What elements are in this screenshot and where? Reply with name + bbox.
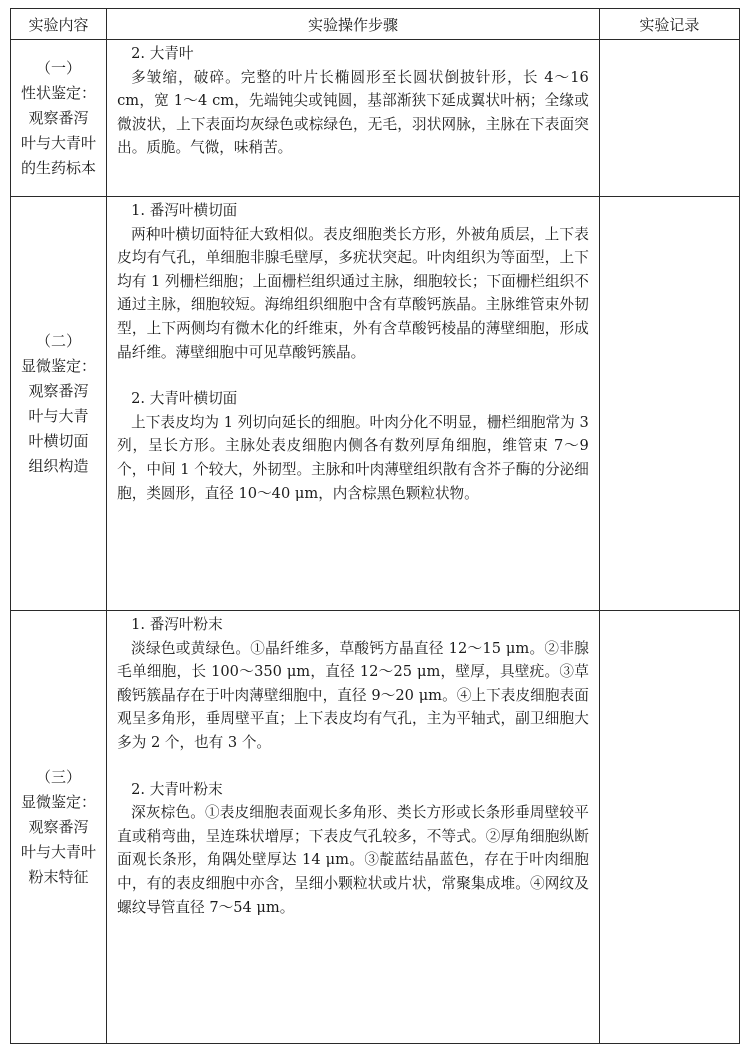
row-label-line: （一） xyxy=(36,58,82,77)
row-steps xyxy=(107,197,600,611)
section-text: 上下表皮均为 1 列切向延长的细胞。叶肉分化不明显，栅栏细胞常为 3 列，呈长方形。主脉处表皮细胞内侧各有数列厚角细胞，维管束 7～9 个，中间 1 个较大，外韧型。主脉和叶肉薄壁组织散有含芥子酶的分泌细胞，类圆形，直径 10～40 μm，内含棕黑色颗粒状物。 xyxy=(117,413,589,502)
row-label-line: 的生药标本 xyxy=(21,158,97,177)
section-title: 1. 番泻叶粉末 xyxy=(131,616,223,633)
section-text: 淡绿色或黄绿色。①晶纤维多，草酸钙方晶直径 12～15 μm。②非腺毛单细胞，长 100～350 μm，直径 12～25 μm，壁厚，具壁疣。③草酸钙簇晶存在于叶肉薄壁细胞中，直径 9～20 μm。④上下表皮细胞表面观呈多角形，垂周壁平直；上下表皮均有气孔，主为平轴式，副卫细胞大多为 2 个，也有 3 个。 xyxy=(117,639,589,751)
row-record xyxy=(599,40,739,197)
header-content: 实验内容 xyxy=(11,9,107,40)
header-record: 实验记录 xyxy=(599,9,739,40)
row-label-line: 观察番泻 xyxy=(28,108,89,127)
section-text: 多皱缩，破碎。完整的叶片长椭圆形至长圆状倒披针形，长 4～16 cm，宽 1～4 cm，先端钝尖或钝圆，基部渐狭下延成翼状叶柄；全缘或微波状，上下表面均灰绿色或棕绿色，无毛，羽状网脉，主脉在下表面突出。质脆。气微，味稍苦。 xyxy=(117,68,589,157)
table-row xyxy=(11,40,740,197)
row-label-line: 观察番泻 xyxy=(28,381,89,400)
row-steps xyxy=(107,611,600,1044)
row-label-line: 观察番泻 xyxy=(28,817,89,836)
row-label-line: 粉末特征 xyxy=(28,867,89,886)
row-label-line: 显微鉴定： xyxy=(21,792,97,811)
row-label-line: 性状鉴定： xyxy=(21,83,97,102)
row-record xyxy=(599,611,739,1044)
row-label-line: 叶与大青叶 xyxy=(21,842,97,861)
row-label xyxy=(11,197,107,611)
row-label-line: 叶与大青 xyxy=(28,406,89,425)
table-row xyxy=(11,611,740,1044)
header-row xyxy=(11,9,740,40)
row-label xyxy=(11,40,107,197)
row-label-line: 叶横切面 xyxy=(28,431,89,450)
row-label-line: （三） xyxy=(36,767,82,786)
row-label xyxy=(11,611,107,1044)
table-row xyxy=(11,197,740,611)
row-label-line: 显微鉴定： xyxy=(21,356,97,375)
row-label-line: 组织构造 xyxy=(28,456,89,475)
header-steps: 实验操作步骤 xyxy=(107,9,600,40)
section-title: 2. 大青叶 xyxy=(131,45,194,62)
section-text: 深灰棕色。①表皮细胞表面观长多角形、类长方形或长条形垂周壁较平直或稍弯曲，呈连珠状增厚；下表皮气孔较多，不等式。②厚角细胞纵断面观长条形，角隅处壁厚达 14 μm。③靛蓝结晶蓝色，存在于叶肉细胞中，有的表皮细胞中亦含，呈细小颗粒状或片状，常聚集成堆。④网纹及螺纹导管直径 7～54 μm。 xyxy=(117,804,589,916)
row-steps xyxy=(107,40,600,197)
row-record xyxy=(599,197,739,611)
row-label-line: （二） xyxy=(36,331,82,350)
section-title: 2. 大青叶横切面 xyxy=(131,390,238,408)
section-text: 两种叶横切面特征大致相似。表皮细胞类长方形，外被角质层，上下表皮均有气孔，单细胞非腺毛壁厚，多疣状突起。叶肉组织为等面型，上下均有 1 列栅栏细胞；上面栅栏组织通过主脉，细胞较长；下面栅栏组织不通过主脉，细胞较短。海绵组织细胞中含有草酸钙族晶。主脉维管束外韧型，上下两侧均有微木化的纤维束，外有含草酸钙棱晶的薄壁细胞，形成晶纤维。薄壁细胞中可见草酸钙簇晶。 xyxy=(117,225,589,361)
section-title: 1. 番泻叶横切面 xyxy=(131,202,238,219)
section-title: 2. 大青叶粉末 xyxy=(131,780,223,798)
experiment-table xyxy=(10,8,740,1044)
experiment-table-sheet xyxy=(10,8,740,1044)
row-label-line: 叶与大青叶 xyxy=(21,133,97,152)
